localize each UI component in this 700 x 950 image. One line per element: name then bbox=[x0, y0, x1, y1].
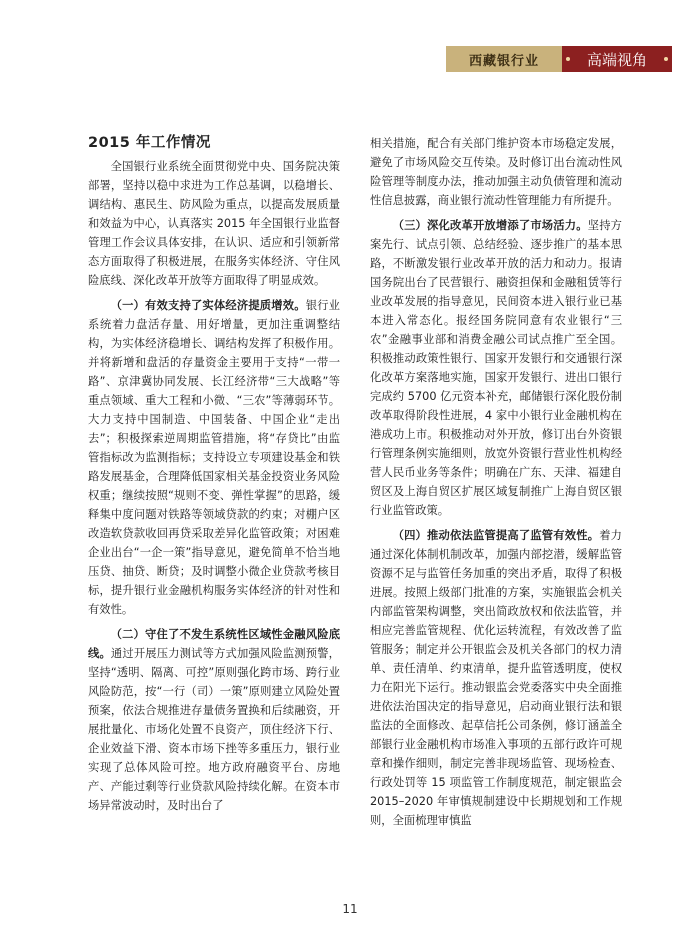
paragraph-heading: （三）深化改革开放增添了市场活力。 bbox=[392, 219, 588, 232]
page-number: 11 bbox=[342, 902, 358, 916]
brand-logo: 西藏银行业 bbox=[446, 46, 562, 72]
paragraph-body: 相关措施，配合有关部门维护资本市场稳定发展，避免了市场风险交互传染。及时修订出台流动性风险管理等制度办法，推动加强主动负债管理和流动性信息披露，商业银行流动性管理能力有所提升。 bbox=[370, 137, 622, 207]
paragraph bbox=[88, 157, 340, 290]
paragraph-body: 银行业系统着力盘活存量、用好增量，更加注重调整结构，为实体经济稳增长、调结构发挥了积极作用。并将新增和盘活的存量资金主要用于支持“一带一路”、京津冀协同发展、长江经济带“三大战略”等重点领域、重大工程和小微、“三农”等薄弱环节。大力支持中国制造、中国装备、中国企业“走出去”；积极探索逆周期监管措施，将“存贷比”由监管指标改为监测指标；支持设立专项建设基金和铁路发展基金，合理降低国家相关基金投资业务风险权重；继续按照“规则不变、弹性掌握”的思路，缓释集中度问题对铁路等领域贷款的约束；对棚户区改造软贷款收回再贷采取差异化监管政策；对困难企业出台“一企一策”指导意见，避免简单不恰当地压贷、抽贷、断贷；及时调整小微企业贷款考核目标，提升银行业金融机构服务实体经济的针对性和有效性。 bbox=[88, 299, 340, 616]
left-column bbox=[88, 134, 340, 821]
paragraph-heading: （四）推动依法监管提高了监管有效性。 bbox=[392, 529, 600, 542]
paragraph bbox=[370, 526, 622, 830]
article-title: 2015 年工作情况 bbox=[88, 135, 211, 151]
paragraph-body: 全国银行业系统全面贯彻党中央、国务院决策部署，坚持以稳中求进为工作总基调，以稳增长、调结构、惠民生、防风险为重点，以提高发展质量和效益为中心，认真落实 2015 年全国银行业监督管理工作会议具体安排，在认识、适应和引领新常态方面取得了积极进展，在服务实体经济、守住风险底线、深化改革开放等方面取得了明显成效。 bbox=[88, 160, 340, 287]
paragraph bbox=[88, 296, 340, 619]
paragraph bbox=[370, 216, 622, 520]
section-banner bbox=[562, 46, 672, 72]
section-title: 高端视角 bbox=[586, 50, 647, 69]
right-column bbox=[370, 134, 622, 836]
page-header bbox=[446, 46, 672, 72]
paragraph bbox=[88, 625, 340, 815]
dot-icon bbox=[664, 57, 668, 61]
paragraph bbox=[370, 134, 622, 210]
paragraph-body: 坚持方案先行、试点引领、总结经验、逐步推广的基本思路，不断激发银行业改革开放的活力和动力。报请国务院出台了民营银行、融资担保和金融租赁等行业改革发展的指导意见，民间资本进入银行业已基本进入常态化。报经国务院同意有农业银行“三农”金融事业部和消费金融公司试点推广至全国。积极推动政策性银行、国家开发银行和交通银行深化改革方案落地实施，国家开发银行、进出口银行完成约 5700 亿元资本补充，邮储银行深化股份制改革取得阶段性进展，4 家中小银行业金融机构在港成功上市。积极推动对外开放，修订出台外资银行管理条例实施细则，放宽外资银行营业性机构经营人民币业务等条件；明确在广东、天津、福建自贸区及上海自贸区扩展区域复制推广上海自贸区银行业监管政策。 bbox=[370, 219, 622, 517]
paragraph-heading: （一）有效支持了实体经济提质增效。 bbox=[110, 299, 306, 312]
paragraph-body: 着力通过深化体制机制改革，加强内部挖潜，缓解监管资源不足与监管任务加重的突出矛盾，取得了积极进展。按照上级部门批准的方案，实施银监会机关内部监管架构调整，突出简政放权和依法监管，并相应完善监管规程、优化运转流程，有效改善了监管服务；制定并公开银监会及机关各部门的权力清单、责任清单、约束清单，提升监管透明度，使权力在阳光下运行。推动银监会党委落实中央全面推进依法治国决定的指导意见，启动商业银行法和银监法的全面修改、起草信托公司条例，修订涵盖全部银行业金融机构市场准入事项的五部行政许可规章和操作细则，制定完善非现场监管、现场检查、行政处罚等 15 项监管工作制度规范，制定银监会 2015–2020 年审慎规制建设中长期规划和工作规则，全面梳理审慎监 bbox=[370, 529, 622, 827]
paragraph-body: 通过开展压力测试等方式加强风险监测预警，坚持“透明、隔离、可控”原则强化跨市场、跨行业风险防范，按“一行（司）一策”原则建立风险处置预案，依法合规推进存量债务置换和后续融资，开展批量化、市场化处置不良资产，顶住经济下行、企业效益下滑、资本市场下挫等多重压力，银行业实现了总体风险可控。地方政府融资平台、房地产、产能过剩等行业贷款风险持续化解。在资本市场异常波动时，及时出台了 bbox=[88, 647, 340, 812]
dot-icon bbox=[566, 57, 570, 61]
paragraph-heading: （二）守住了不发生系统性区域性金融风险底线。 bbox=[88, 628, 340, 660]
